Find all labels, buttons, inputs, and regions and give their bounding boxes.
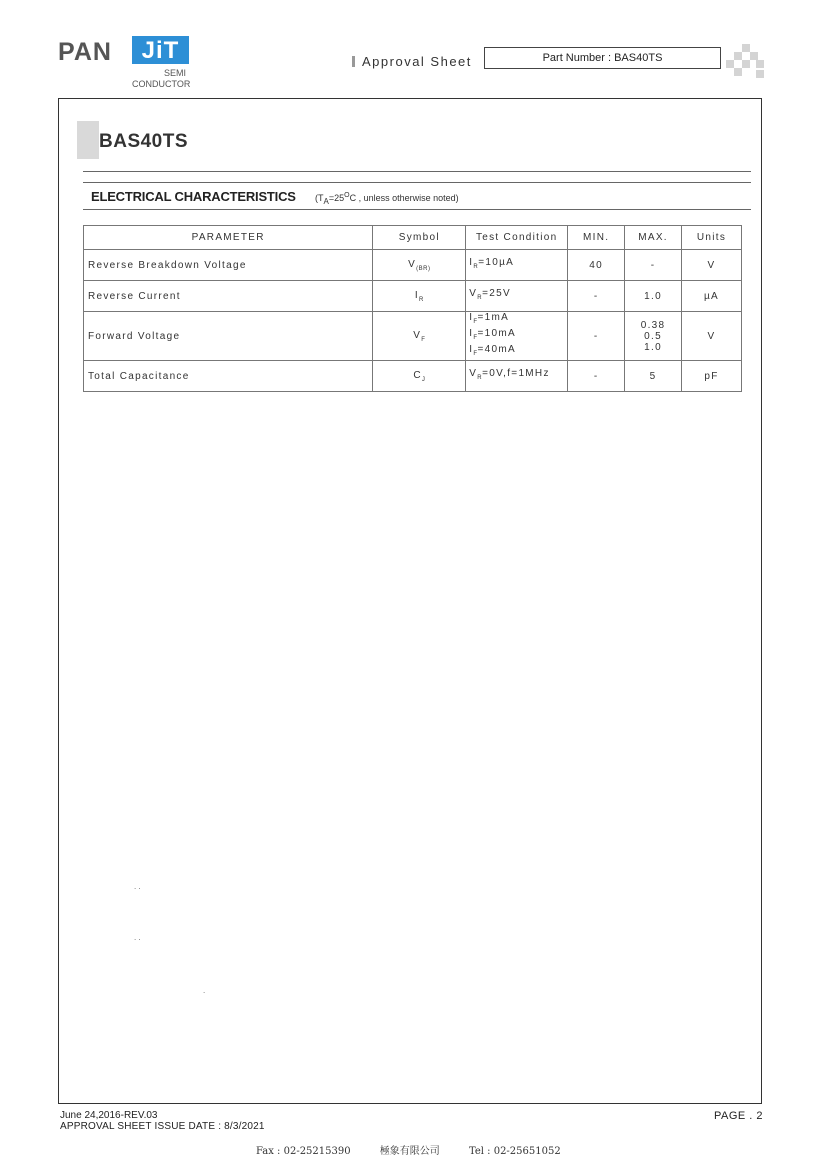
section-title: ELECTRICAL CHARACTERISTICS [91, 189, 296, 204]
condition-cell: $V_R=0V,f=1MHz$ [466, 361, 568, 392]
symbol-cell: $V_{(BR)}$ [373, 250, 466, 281]
column-header: MAX. [625, 226, 682, 250]
parameter-cell: Reverse Current [84, 281, 373, 312]
column-header: Units [682, 226, 742, 250]
divider [83, 209, 751, 210]
column-header: Symbol [373, 226, 466, 250]
units-cell: V [682, 250, 742, 281]
section-note: ($T_A=25^OC$ , unless otherwise noted) [315, 192, 459, 206]
table-header-row [84, 226, 742, 250]
stray-mark: . [203, 986, 206, 995]
stray-mark: . . [134, 882, 141, 891]
table-row [84, 312, 742, 361]
min-cell: - [568, 361, 625, 392]
table-row [84, 361, 742, 392]
contact-line [256, 1142, 587, 1157]
min-cell: - [568, 312, 625, 361]
parameter-cell: Reverse Breakdown Voltage [84, 250, 373, 281]
condition-cell: $V_R=25V$ [466, 281, 568, 312]
max-cell: 0.38 0.5 1.0 [625, 312, 682, 361]
condition-cell: $I_F=1mA$ $I_F=10mA$ $I_F=40mA$ [466, 312, 568, 361]
max-cell: 5 [625, 361, 682, 392]
title-marker [77, 121, 99, 159]
approval-sheet-label: Approval Sheet [362, 54, 472, 69]
revision-date: June 24,2016-REV.03 [60, 1110, 158, 1121]
panjit-logo [58, 30, 198, 92]
tel-number: Tel : 02-25651052 [468, 1146, 561, 1157]
table-row [84, 281, 742, 312]
divider [83, 171, 751, 172]
symbol-cell: $C_J$ [373, 361, 466, 392]
max-cell: 1.0 [625, 281, 682, 312]
page-number: PAGE . 2 [714, 1110, 764, 1122]
logo-pan-text: PAN [58, 38, 112, 66]
company-name: 極象有限公司 [379, 1146, 440, 1157]
max-cell: - [625, 250, 682, 281]
symbol-cell: $V_F$ [373, 312, 466, 361]
stray-mark: . . [134, 933, 141, 942]
part-number-box: Part Number : BAS40TS [484, 47, 721, 69]
issue-date: APPROVAL SHEET ISSUE DATE : 8/3/2021 [60, 1121, 265, 1132]
parameter-cell: Total Capacitance [84, 361, 373, 392]
logo-jit-badge: JiT [132, 36, 189, 64]
parameter-cell: Forward Voltage [84, 312, 373, 361]
logo-conductor-text: CONDUCTOR [132, 79, 191, 89]
units-cell: pF [682, 361, 742, 392]
divider [83, 182, 751, 183]
units-cell: V [682, 312, 742, 361]
table-row [84, 250, 742, 281]
units-cell: µA [682, 281, 742, 312]
symbol-cell: $I_R$ [373, 281, 466, 312]
min-cell: - [568, 281, 625, 312]
electrical-characteristics-table [83, 225, 742, 392]
min-cell: 40 [568, 250, 625, 281]
condition-cell: $I_R=10\mu A$ [466, 250, 568, 281]
approval-bar-icon [352, 56, 355, 67]
page-title: BAS40TS [99, 131, 189, 152]
column-header: Test Condition [466, 226, 568, 250]
column-header: MIN. [568, 226, 625, 250]
fax-number: Fax : 02-25215390 [256, 1146, 351, 1157]
decorative-squares-icon [726, 44, 766, 80]
column-header: PARAMETER [84, 226, 373, 250]
logo-semi-text: SEMI [164, 68, 187, 78]
